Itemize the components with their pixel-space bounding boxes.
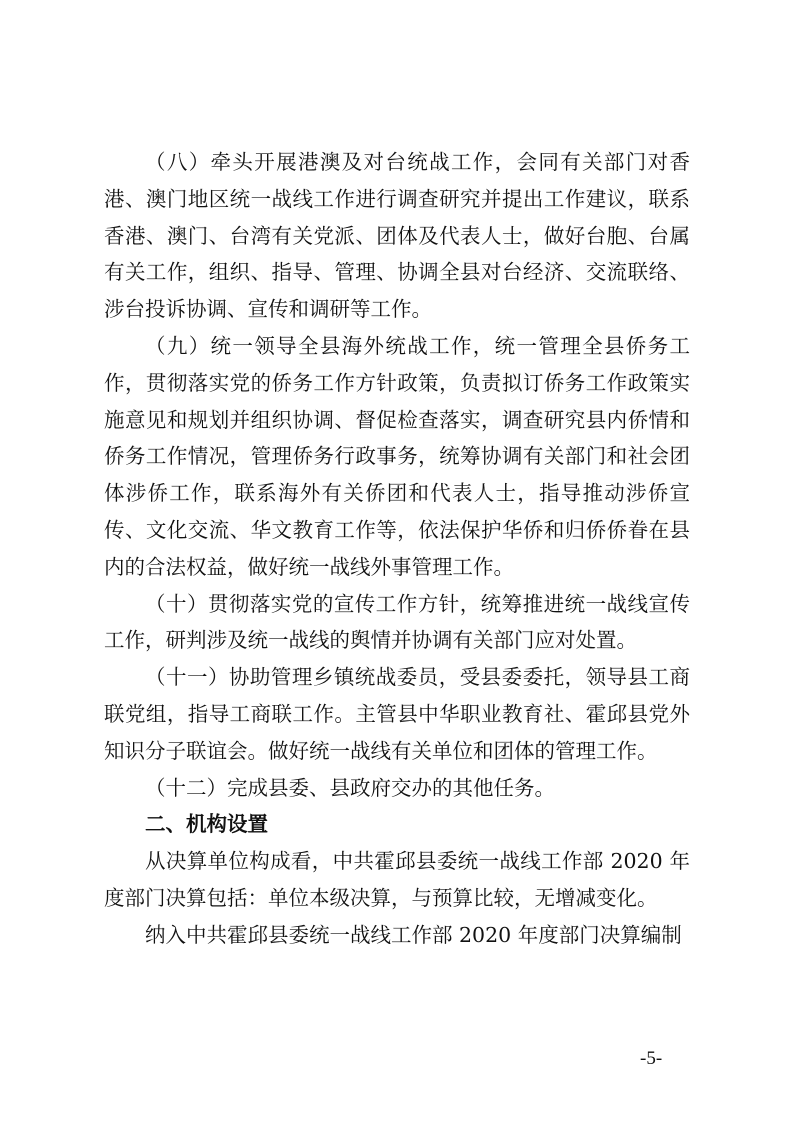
paragraph-11: （十一）协助管理乡镇统战委员，受县委委托，领导县工商联党组，指导工商联工作。主管县中华职业教育社、霍邱县党外知识分子联谊会。做好统一战线有关单位和团体的管理工作。 bbox=[104, 665, 690, 763]
section-heading: 二、机构设置 bbox=[145, 812, 268, 837]
page-number: -5- bbox=[640, 1048, 663, 1069]
paragraph-12: （十二）完成县委、县政府交办的其他任务。 bbox=[145, 775, 555, 800]
paragraph-9: （九）统一领导全县海外统战工作，统一管理全县侨务工作，贯彻落实党的侨务工作方针政策，负责拟订侨务工作政策实施意见和规划并组织协调、督促检查落实，调查研究县内侨情和侨务工作情况，管理侨务行政事务，统筹协调有关部门和社会团体涉侨工作，联系海外有关侨团和代表人士，指导推动涉侨宣传、文化交流、华文教育工作等，依法保护华侨和归侨侨眷在县内的合法权益，做好统一战线外事管理工作。 bbox=[104, 333, 690, 579]
document-body bbox=[104, 144, 690, 954]
section-paragraph-1: 从决算单位构成看，中共霍邱县委统一战线工作部 2020 年度部门决算包括：单位本级决算，与预算比较，无增减变化。 bbox=[104, 849, 690, 910]
paragraph-10: （十）贯彻落实党的宣传工作方针，统筹推进统一战线宣传工作，研判涉及统一战线的舆情并协调有关部门应对处置。 bbox=[104, 591, 690, 653]
paragraph-8: （八）牵头开展港澳及对台统战工作，会同有关部门对香港、澳门地区统一战线工作进行调查研究并提出工作建议，联系香港、澳门、台湾有关党派、团体及代表人士，做好台胞、台属有关工作，组织、指导、管理、协调全县对台经济、交流联络、涉台投诉协调、宣传和调研等工作。 bbox=[104, 150, 690, 322]
section-paragraph-2: 纳入中共霍邱县委统一战线工作部 2020 年度部门决算编制 bbox=[145, 922, 682, 947]
